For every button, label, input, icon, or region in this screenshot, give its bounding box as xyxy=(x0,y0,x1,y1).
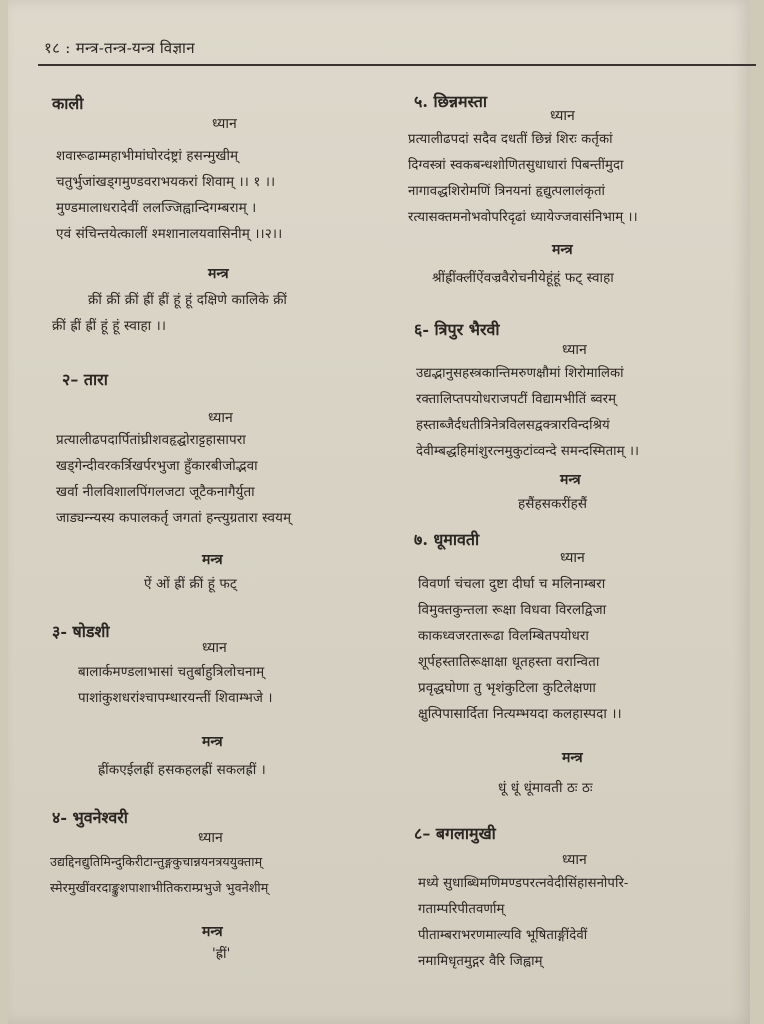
section-title-bagalamukhi: ८– बगलामुखी xyxy=(414,824,496,843)
verse-line: क्रीं ह्रीं ह्रीं हूं हूं स्वाहा ।। xyxy=(52,318,167,334)
section-title-tara: २– तारा xyxy=(62,370,108,389)
verse-line: खड्गेन्दीवरकर्त्रिखर्परभुजा हुँकारबीजोद्भवा xyxy=(56,458,258,474)
dhyan-verse-bhairavi xyxy=(416,364,639,468)
verse-line: मुण्डमालाधरादेवीं ललज्जिह्वान्दिगम्बराम् । xyxy=(56,200,257,216)
dhyan-heading-bhuvaneshwari: ध्यान xyxy=(198,830,223,846)
dhyan-verse-kali xyxy=(56,146,282,250)
verse-line: देवीम्बद्धहिमांशुरत्नमुकुटांव्वन्दे समन्दस्मिताम् ।। xyxy=(416,444,640,459)
section-title-chhinnamasta: ५. छिन्नमस्ता xyxy=(414,92,487,111)
section-title-kali: काली xyxy=(52,94,84,113)
verse-line: श्रींह्रींक्लींऐंवज्रवैरोचनीयेहूंहूं फट् स्वाहा xyxy=(432,270,614,286)
verse-line: विमुक्तकुन्तला रूक्षा विधवा विरलद्विजा xyxy=(418,602,607,618)
dhyan-heading-tara: ध्यान xyxy=(208,410,233,426)
verse-line: पाशांकुशधरांश्चापम्धारयन्तीं शिवाम्भजे । xyxy=(78,690,273,706)
book-page xyxy=(8,0,750,1024)
mantra-heading-tara: मन्त्र xyxy=(202,552,223,568)
mantra-heading-dhumavati: मन्त्र xyxy=(562,750,583,766)
page-header: १८ : मन्त्र-तन्त्र-यन्त्र विज्ञान xyxy=(44,39,195,57)
mantra-heading-bhairavi: मन्त्र xyxy=(560,472,581,488)
section-title-dhumavati: ७. धूमावती xyxy=(414,530,480,549)
verse-line: विवर्णा चंचला दुष्टा दीर्घा च मलिनाम्बरा xyxy=(418,576,606,592)
verse-line: गताम्परिपीतवर्णाम् xyxy=(418,902,505,917)
mantra-verse-dhumavati xyxy=(498,778,593,804)
verse-line: उद्यद्दिनद्युतिमिन्दुकिरीटान्तुङ्गकुचान्नयनत्रययुक्ताम् xyxy=(50,854,263,869)
verse-line: नमामिधृतमुद्गर वैरि जिह्वाम् xyxy=(418,954,543,969)
verse-line: उद्यद्भानुसहस्त्रकान्तिमरुणक्षौमां शिरोमालिकां xyxy=(416,366,624,381)
mantra-heading-kali: मन्त्र xyxy=(208,266,229,282)
dhyan-verse-chhinnamasta xyxy=(408,130,638,234)
verse-line: प्रवृद्धघोणा तु भृशंकुटिला कुटिलेक्षणा xyxy=(418,680,596,696)
dhyan-verse-bhuvaneshwari xyxy=(50,852,268,904)
verse-line: क्षुत्पिपासार्दिता नित्यम्भयदा कलहास्पदा ।। xyxy=(418,706,622,722)
verse-line: काकध्वजरतारूढा विलम्बितपयोधरा xyxy=(418,628,589,644)
verse-line: बालार्कमण्डलाभासां चतुर्बाहुत्रिलोचनाम् xyxy=(78,664,265,680)
mantra-heading-bhuvaneshwari: मन्त्र xyxy=(202,924,223,940)
verse-line: शूर्पहस्तातिरूक्षाक्षा धूतहस्ता वरान्विता xyxy=(418,654,600,670)
dhyan-verse-tara xyxy=(56,430,291,534)
header-rule xyxy=(38,64,756,66)
verse-line: रत्यासक्तमनोभवोपरिदृढां ध्यायेज्जवासंनिभाम् ।। xyxy=(408,210,638,225)
dhyan-verse-shodashi xyxy=(78,662,273,714)
dhyan-heading-chhinnamasta: ध्यान xyxy=(550,108,575,124)
mantra-verse-bhuvaneshwari xyxy=(212,944,230,970)
mantra-verse-bhairavi xyxy=(518,494,587,520)
verse-line: नागावद्धशिरोमणिं त्रिनयनां हृद्युत्पलालंकृतां xyxy=(408,184,606,199)
verse-line: क्रीं क्रीं क्रीं ह्रीं ह्रीं हूं हूं दक्षिणे कालिके क्रीं xyxy=(88,292,288,308)
verse-line: ऐं ओं ह्रीं क्रीं हूं फट् xyxy=(144,576,237,592)
section-title-bhuvaneshwari: ४- भुवनेश्वरी xyxy=(52,808,128,827)
dhyan-heading-bagalamukhi: ध्यान xyxy=(562,852,587,868)
dhyan-heading-dhumavati: ध्यान xyxy=(560,550,585,566)
dhyan-heading-kali: ध्यान xyxy=(212,116,237,132)
verse-line: 'ह्रीं' xyxy=(212,946,231,962)
mantra-verse-shodashi xyxy=(98,760,266,786)
dhyan-heading-bhairavi: ध्यान xyxy=(562,342,587,358)
verse-line: एवं संचिन्तयेत्कालीं श्मशानालयवासिनीम् ।।२।। xyxy=(56,226,283,242)
section-title-bhairavi: ६- त्रिपुर भैरवी xyxy=(414,320,500,339)
verse-line: चतुर्भुजांखड्गमुण्डवराभयकरां शिवाम् ।। १ ।। xyxy=(56,174,276,190)
verse-line: जाड्यन्न्यस्य कपालकर्तृ जगतां हन्त्युग्रतारा स्वयम् xyxy=(56,510,292,526)
verse-line: रक्तालिप्तपयोधराजपटीं विद्यामभीतिं ब्वरम् xyxy=(416,392,617,407)
verse-line: हसैंहसकरींहसैं xyxy=(518,496,588,512)
verse-line: धूं धूं धूंमावती ठः ठः xyxy=(498,780,593,796)
dhyan-verse-bagalamukhi xyxy=(418,874,629,978)
verse-line: शवारूढाम्महाभीमांघोरदंष्ट्रां हसन्मुखीम् xyxy=(56,148,239,164)
mantra-heading-chhinnamasta: मन्त्र xyxy=(552,242,573,258)
verse-line: पीताम्बराभरणमाल्यवि भूषिताङ्गींदेवीं xyxy=(418,928,588,943)
mantra-verse-tara xyxy=(144,574,237,600)
verse-line: स्मेरमुखींवरदाङ्कुशपाशाभीतिकराम्प्रभुजे भुवनेशीम् xyxy=(50,880,269,895)
verse-line: हस्ताब्जैर्दधतीत्रिनेत्रविलसद्वक्त्रारविन्दश्रियं xyxy=(416,418,610,433)
verse-line: प्रत्यालीढपदां सदैव दधतीं छिन्नं शिरः कर्तृकां xyxy=(408,132,613,147)
verse-line: ह्रींकएईलह्रीं हसकहलह्रीं सकलह्रीं । xyxy=(98,762,266,778)
dhyan-verse-dhumavati xyxy=(418,574,622,730)
verse-line: दिग्वस्त्रां स्वकबन्धशोणितसुधाधारां पिबन्तींमुदा xyxy=(408,158,624,173)
mantra-verse-kali xyxy=(52,290,287,342)
verse-line: खर्वा नीलविशालपिंगलजटा जूटैकनागैर्युता xyxy=(56,484,255,500)
verse-line: मध्ये सुधाब्धिमणिमण्डपरत्नवेदीसिंहासनोपरि- xyxy=(418,876,629,891)
dhyan-heading-shodashi: ध्यान xyxy=(202,640,227,656)
section-title-shodashi: ३- षोडशी xyxy=(52,622,110,641)
mantra-heading-shodashi: मन्त्र xyxy=(202,734,223,750)
verse-line: प्रत्यालीढपदार्पितांघ्रीशवहृद्घोराट्टहासापरा xyxy=(56,432,246,448)
mantra-verse-chhinnamasta xyxy=(432,268,614,294)
